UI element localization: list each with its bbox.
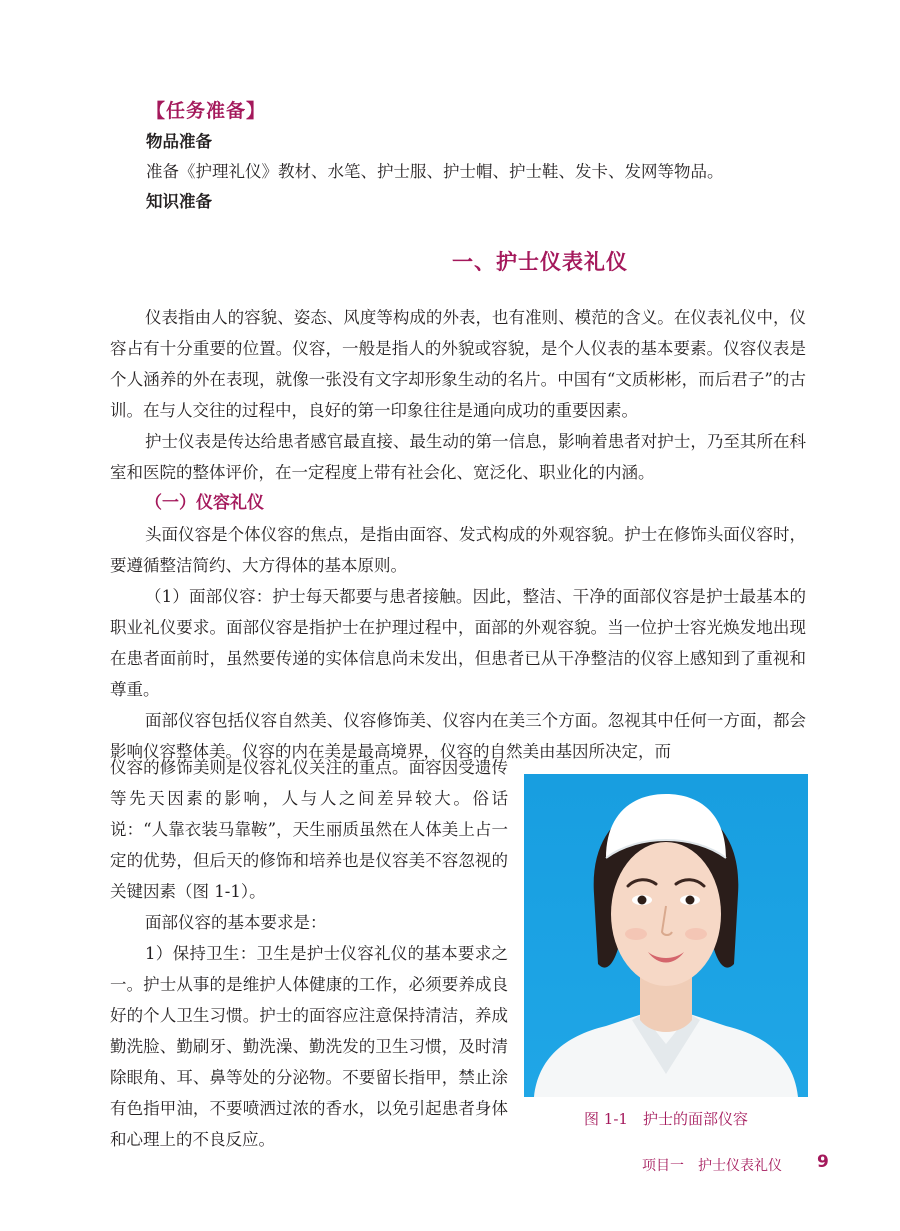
task-prep-title: 【任务准备】 — [146, 100, 267, 122]
nurse-portrait-illustration — [524, 774, 808, 1097]
subsection-title: （一）仪容礼仪 — [145, 493, 264, 513]
items-text: 准备《护理礼仪》教材、水笔、护士服、护士帽、护士鞋、发卡、发网等物品。 — [146, 162, 724, 181]
items-heading: 物品准备 — [146, 132, 212, 151]
paragraph-7: 面部仪容的基本要求是： — [145, 913, 327, 932]
paragraph-1: 仪表指由人的容貌、姿态、风度等构成的外表，也有准则、模范的含义。在仪表礼仪中，仪容占有十分重要的位置。仪容，一般是指人的外貌或容貌，是个人仪表的基本要素。仪容仪表是个人涵养的外在表现，就像一张没有文字却形象生动的名片。中国有“文质彬彬，而后君子”的古训。在与人交往的过程中，良好的第一印象往往是通向成功的重要因素。 — [110, 308, 806, 420]
paragraph-2: 护士仪表是传达给患者感官最直接、最生动的第一信息，影响着患者对护士，乃至其所在科室和医院的整体评价，在一定程度上带有社会化、宽泛化、职业化的内涵。 — [110, 432, 806, 482]
body-text-wrapped — [110, 752, 508, 1155]
nurse-portrait-photo — [524, 774, 808, 1097]
body-text-top — [110, 302, 806, 767]
paragraph-3: 头面仪容是个体仪容的焦点，是指由面容、发式构成的外观容貌。护士在修饰头面仪容时，要遵循整洁简约、大方得体的基本原则。 — [110, 525, 806, 575]
running-footer: 项目一 护士仪表礼仪 — [642, 1158, 782, 1174]
section-title: 一、护士仪表礼仪 — [452, 250, 628, 274]
figure-caption: 图 1-1 护士的面部仪容 — [584, 1110, 748, 1128]
knowledge-heading: 知识准备 — [146, 192, 212, 211]
page-number: 9 — [817, 1152, 829, 1172]
paragraph-4: （1）面部仪容：护士每天都要与患者接触。因此，整洁、干净的面部仪容是护士最基本的职业礼仪要求。面部仪容是指护士在护理过程中，面部的外观容貌。当一位护士容光焕发地出现在患者面前时，虽然要传递的实体信息尚未发出，但患者已从干净整洁的仪容上感知到了重视和尊重。 — [110, 587, 806, 699]
paragraph-8: 1）保持卫生：卫生是护士仪容礼仪的基本要求之一。护士从事的是维护人体健康的工作，必须要养成良好的个人卫生习惯。护士的面容应注意保持清洁，养成勤洗脸、勤刷牙、勤洗澡、勤洗发的卫生习惯，及时清除眼角、耳、鼻等处的分泌物。不要留长指甲，禁止涂有色指甲油，不要喷洒过浓的香水，以免引起患者身体和心理上的不良反应。 — [110, 944, 508, 1149]
paragraph-6: 仪容的修饰美则是仪容礼仪关注的重点。面容因受遗传等先天因素的影响，人与人之间差异较大。俗话说：“人靠衣装马靠鞍”，天生丽质虽然在人体美上占一定的优势，但后天的修饰和培养也是仪容美不容忽视的关键因素（图 1-1）。 — [110, 758, 508, 901]
paragraph-5: 面部仪容包括仪容自然美、仪容修饰美、仪容内在美三个方面。忽视其中任何一方面，都会影响仪容整体美。仪容的内在美是最高境界，仪容的自然美由基因所决定，而 — [110, 711, 806, 761]
